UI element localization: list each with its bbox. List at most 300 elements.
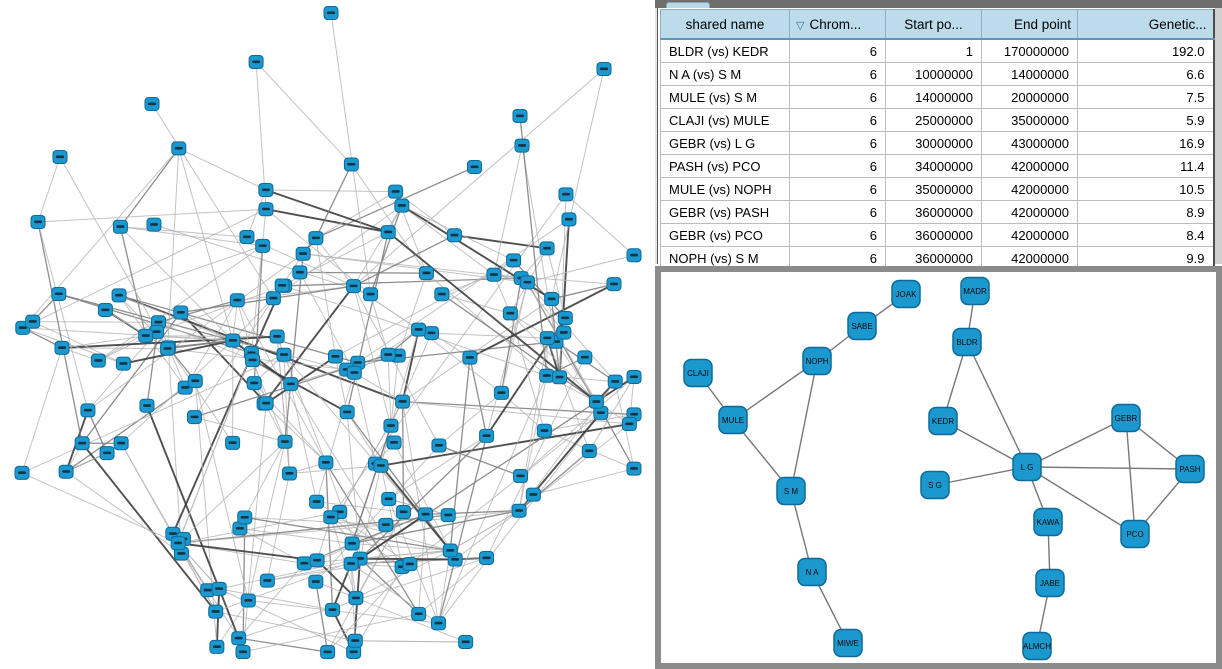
node-label: [610, 283, 618, 286]
node-label: [143, 404, 151, 407]
node-label: [367, 293, 375, 296]
table-row[interactable]: [661, 86, 1214, 109]
network-node[interactable]: [309, 232, 323, 245]
node-label: [390, 441, 398, 444]
table-row[interactable]: [661, 63, 1214, 86]
node-label: [592, 400, 600, 403]
network-node[interactable]: [463, 351, 477, 364]
node-label: N A: [805, 568, 819, 577]
network-node[interactable]: [139, 329, 153, 342]
node-label: PASH: [1179, 465, 1201, 474]
network-node[interactable]: [347, 280, 361, 293]
network-node[interactable]: [240, 231, 254, 244]
subnetwork-canvas[interactable]: [661, 272, 1216, 663]
table-row[interactable]: [661, 132, 1214, 155]
network-node[interactable]: [684, 360, 712, 387]
network-node[interactable]: [562, 213, 576, 226]
network-node[interactable]: [161, 342, 175, 355]
node-label: [190, 416, 198, 419]
network-node[interactable]: [116, 357, 130, 370]
network-node[interactable]: [834, 630, 862, 657]
node-label: MIWE: [837, 639, 859, 648]
network-node[interactable]: [325, 603, 339, 616]
network-node[interactable]: [232, 632, 246, 645]
network-node[interactable]: [803, 348, 831, 375]
node-label: [543, 374, 551, 377]
network-edge: [38, 222, 88, 410]
network-node[interactable]: [277, 348, 291, 361]
network-node[interactable]: [389, 185, 403, 198]
network-edge: [291, 384, 317, 502]
node-label: [350, 651, 358, 654]
node-label: [78, 442, 86, 445]
table-cell: 42000000: [982, 201, 1078, 224]
node-label: [273, 335, 281, 338]
node-label: [324, 651, 332, 654]
node-label: CLAJI: [687, 369, 709, 378]
network-node[interactable]: [1036, 570, 1064, 597]
network-node[interactable]: [381, 348, 395, 361]
network-node[interactable]: [459, 636, 473, 649]
network-node[interactable]: [545, 293, 559, 306]
network-node[interactable]: [112, 289, 126, 302]
network-node[interactable]: [241, 594, 255, 607]
network-node[interactable]: [100, 447, 114, 460]
network-node[interactable]: [559, 188, 573, 201]
network-node[interactable]: [396, 506, 410, 519]
node-label: [350, 371, 358, 374]
network-node[interactable]: [226, 436, 240, 449]
network-node[interactable]: [597, 63, 611, 76]
column-header-shared-name[interactable]: [661, 10, 790, 40]
node-label: [55, 292, 63, 295]
network-node[interactable]: [1176, 456, 1204, 483]
network-node[interactable]: [113, 220, 127, 233]
node-label: [117, 442, 125, 445]
network-node[interactable]: [403, 558, 417, 571]
node-label: [543, 247, 551, 250]
network-node[interactable]: [1112, 405, 1140, 432]
network-node[interactable]: [275, 279, 289, 292]
node-label: [153, 330, 161, 333]
network-node[interactable]: [31, 216, 45, 229]
network-node[interactable]: [892, 281, 920, 308]
table-cell: 36000000: [886, 224, 982, 247]
node-label: [229, 339, 237, 342]
network-edge: [121, 341, 233, 444]
network-edge: [352, 511, 519, 544]
node-label: [506, 312, 514, 315]
network-node[interactable]: [347, 366, 361, 379]
network-node[interactable]: [52, 287, 66, 300]
network-node[interactable]: [396, 395, 410, 408]
node-label: [392, 190, 400, 193]
node-label: [350, 285, 358, 288]
network-node[interactable]: [848, 313, 876, 340]
node-label: GEBR: [1114, 414, 1138, 423]
table-row[interactable]: [661, 178, 1214, 201]
network-node[interactable]: [622, 418, 636, 431]
node-label: [415, 612, 423, 615]
network-node[interactable]: [447, 229, 461, 242]
network-node[interactable]: [419, 267, 433, 280]
network-node[interactable]: [329, 350, 343, 363]
network-node[interactable]: [270, 330, 284, 343]
network-node[interactable]: [256, 239, 270, 252]
table-scrollbar-track[interactable]: [1215, 8, 1222, 264]
network-node[interactable]: [503, 307, 517, 320]
network-node[interactable]: [1023, 633, 1051, 660]
network-edge: [219, 589, 332, 610]
node-label: [343, 411, 351, 414]
column-header-chromosome[interactable]: [790, 10, 886, 40]
column-header-genetic[interactable]: [1078, 10, 1214, 40]
network-node[interactable]: [259, 203, 273, 216]
network-node[interactable]: [188, 374, 202, 387]
node-label: [62, 470, 70, 473]
network-node[interactable]: [921, 472, 949, 499]
network-node[interactable]: [494, 386, 508, 399]
network-node[interactable]: [364, 288, 378, 301]
table-cell: CLAJI (vs) MULE: [661, 109, 790, 132]
node-label: ALMCH: [1022, 642, 1052, 651]
network-node[interactable]: [236, 646, 250, 659]
network-node[interactable]: [348, 634, 362, 647]
node-label: [548, 298, 556, 301]
table-cell: 5.9: [1078, 109, 1214, 132]
node-label: [560, 331, 568, 334]
network-node[interactable]: [297, 557, 311, 570]
network-node[interactable]: [319, 456, 333, 469]
network-node[interactable]: [349, 592, 363, 605]
network-node[interactable]: [174, 306, 188, 319]
network-node[interactable]: [145, 98, 159, 111]
node-label: S G: [928, 481, 942, 490]
network-edge: [351, 164, 426, 273]
node-label: [29, 320, 37, 323]
column-label: shared name: [685, 16, 765, 32]
network-node[interactable]: [929, 408, 957, 435]
node-label: [119, 362, 127, 365]
table-cell: GEBR (vs) PCO: [661, 224, 790, 247]
network-node[interactable]: [209, 605, 223, 618]
network-edge[interactable]: [967, 342, 1027, 467]
network-node[interactable]: [212, 582, 226, 595]
filter-icon[interactable]: ▽: [796, 19, 805, 32]
network-node[interactable]: [512, 504, 526, 517]
network-node[interactable]: [340, 406, 354, 419]
network-node[interactable]: [284, 378, 298, 391]
node-label: [56, 156, 64, 159]
node-label: KEDR: [931, 417, 955, 426]
node-label: KAWA: [1036, 518, 1060, 527]
node-label: [177, 552, 185, 555]
node-label: [625, 423, 633, 426]
network-edge: [566, 194, 634, 255]
table-cell: 6: [790, 201, 886, 224]
table-cell: N A (vs) S M: [661, 63, 790, 86]
network-node[interactable]: [172, 142, 186, 155]
node-label: [510, 259, 518, 262]
table-cell: 25000000: [886, 109, 982, 132]
network-node[interactable]: [589, 395, 603, 408]
node-label: [322, 461, 330, 464]
table-row[interactable]: [661, 201, 1214, 224]
table-cell: 1: [886, 39, 982, 63]
network-node[interactable]: [321, 646, 335, 659]
network-edge: [120, 227, 232, 341]
table-cell: 30000000: [886, 132, 982, 155]
network-node[interactable]: [520, 276, 534, 289]
node-label: [18, 471, 26, 474]
right-panel-column: [655, 0, 1222, 669]
panel-divider: [655, 8, 658, 264]
table-row[interactable]: [661, 109, 1214, 132]
network-edge: [38, 222, 82, 443]
node-label: [244, 599, 252, 602]
network-node[interactable]: [424, 327, 438, 340]
node-label: [299, 252, 307, 255]
table-row[interactable]: [661, 224, 1214, 247]
network-edge: [470, 284, 614, 358]
network-node[interactable]: [468, 160, 482, 173]
network-node[interactable]: [260, 574, 274, 587]
network-edge: [245, 442, 285, 518]
network-edge[interactable]: [1027, 467, 1190, 469]
network-node[interactable]: [247, 377, 261, 390]
network-node[interactable]: [432, 617, 446, 630]
network-node[interactable]: [412, 607, 426, 620]
network-node[interactable]: [278, 435, 292, 448]
network-node[interactable]: [210, 640, 224, 653]
network-edge: [285, 278, 522, 286]
table-row[interactable]: [661, 39, 1214, 63]
network-node[interactable]: [259, 397, 273, 410]
network-edge[interactable]: [1027, 418, 1126, 467]
network-node[interactable]: [147, 218, 161, 231]
network-node[interactable]: [719, 407, 747, 434]
table-cell: 14000000: [886, 86, 982, 109]
node-label: [233, 299, 241, 302]
network-node[interactable]: [53, 151, 67, 164]
network-node[interactable]: [537, 424, 551, 437]
network-node[interactable]: [324, 511, 338, 524]
network-node[interactable]: [140, 399, 154, 412]
network-node[interactable]: [513, 110, 527, 123]
network-node[interactable]: [953, 329, 981, 356]
network-node[interactable]: [238, 511, 252, 524]
network-node[interactable]: [582, 445, 596, 458]
network-node[interactable]: [395, 199, 409, 212]
column-header-end-point[interactable]: [982, 10, 1078, 40]
network-node[interactable]: [387, 436, 401, 449]
network-node[interactable]: [293, 266, 307, 279]
node-label: [565, 218, 573, 221]
network-node[interactable]: [282, 467, 296, 480]
network-node[interactable]: [249, 56, 263, 69]
node-label: [312, 580, 320, 583]
network-node[interactable]: [98, 303, 112, 316]
network-edge: [66, 472, 181, 554]
network-node[interactable]: [382, 493, 396, 506]
table-cell: 10.5: [1078, 178, 1214, 201]
network-node[interactable]: [91, 354, 105, 367]
network-node[interactable]: [55, 341, 69, 354]
network-edge: [33, 322, 159, 323]
network-node[interactable]: [435, 288, 449, 301]
edge-attribute-table: [660, 9, 1215, 270]
network-node[interactable]: [310, 554, 324, 567]
network-node[interactable]: [578, 351, 592, 364]
network-edge: [178, 442, 285, 543]
network-node[interactable]: [419, 508, 433, 521]
network-node[interactable]: [627, 370, 641, 383]
node-label: [116, 225, 124, 228]
node-label: [327, 516, 335, 519]
network-node[interactable]: [379, 518, 393, 531]
network-node[interactable]: [187, 411, 201, 424]
network-node[interactable]: [226, 334, 240, 347]
node-label: [239, 651, 247, 654]
network-node[interactable]: [777, 478, 805, 505]
network-node[interactable]: [627, 249, 641, 262]
network-edge: [266, 190, 396, 192]
node-label: [630, 375, 638, 378]
network-edge[interactable]: [1126, 418, 1135, 534]
network-node[interactable]: [432, 439, 446, 452]
node-label: [263, 579, 271, 582]
table-cell: 34000000: [886, 155, 982, 178]
column-label: Chrom...: [809, 16, 862, 32]
node-label: [435, 444, 443, 447]
network-node[interactable]: [344, 557, 358, 570]
network-node[interactable]: [1013, 454, 1041, 481]
network-node[interactable]: [487, 268, 501, 281]
node-label: [406, 563, 414, 566]
network-node[interactable]: [526, 488, 540, 501]
network-node[interactable]: [59, 465, 73, 478]
network-node[interactable]: [515, 139, 529, 152]
network-edge: [267, 474, 289, 581]
node-label: [262, 189, 270, 192]
network-node[interactable]: [1034, 509, 1062, 536]
network-node[interactable]: [296, 247, 310, 260]
network-node[interactable]: [344, 158, 358, 171]
network-node[interactable]: [480, 429, 494, 442]
node-label: [384, 353, 392, 356]
node-label: [313, 559, 321, 562]
node-label: [347, 562, 355, 565]
edge-table-panel: [655, 8, 1222, 266]
network-node[interactable]: [627, 462, 641, 475]
network-node[interactable]: [259, 184, 273, 197]
table-row[interactable]: [661, 155, 1214, 178]
network-node[interactable]: [171, 537, 185, 550]
network-node[interactable]: [412, 323, 426, 336]
network-edge: [403, 299, 552, 402]
network-node[interactable]: [381, 226, 395, 239]
network-node[interactable]: [514, 470, 528, 483]
network-node[interactable]: [81, 404, 95, 417]
node-label: [312, 237, 320, 240]
network-node[interactable]: [608, 375, 622, 388]
network-node[interactable]: [607, 278, 621, 291]
network-edge: [552, 284, 614, 299]
table-cell: 35000000: [886, 178, 982, 201]
node-label: [438, 293, 446, 296]
node-label: [422, 272, 430, 275]
network-node[interactable]: [75, 437, 89, 450]
node-label: [354, 361, 362, 364]
column-header-start-point[interactable]: [886, 10, 982, 40]
node-label: [562, 193, 570, 196]
node-label: [517, 475, 525, 478]
network-node[interactable]: [374, 459, 388, 472]
network-node[interactable]: [309, 575, 323, 588]
network-node[interactable]: [114, 437, 128, 450]
network-node[interactable]: [553, 371, 567, 384]
table-cell: 8.4: [1078, 224, 1214, 247]
network-node[interactable]: [441, 509, 455, 522]
network-node[interactable]: [324, 7, 338, 20]
network-edge: [22, 473, 178, 543]
node-label: [490, 273, 498, 276]
network-node[interactable]: [443, 544, 457, 557]
network-edge: [33, 322, 124, 364]
node-label: [259, 244, 267, 247]
network-node[interactable]: [540, 332, 554, 345]
network-edge: [168, 347, 181, 553]
table-cell: 42000000: [982, 224, 1078, 247]
node-label: [382, 523, 390, 526]
table-cell: 36000000: [886, 201, 982, 224]
node-label: [483, 556, 491, 559]
node-label: [115, 294, 123, 297]
network-node[interactable]: [230, 294, 244, 307]
network-node[interactable]: [961, 278, 989, 305]
network-node[interactable]: [15, 466, 29, 479]
network-node[interactable]: [557, 326, 571, 339]
network-node[interactable]: [246, 354, 260, 367]
network-edge[interactable]: [791, 361, 817, 491]
column-label: Genetic...: [1148, 16, 1207, 32]
node-label: [212, 610, 220, 613]
network-node[interactable]: [310, 495, 324, 508]
network-edge: [439, 413, 601, 623]
network-node[interactable]: [26, 315, 40, 328]
subnetwork-panel: [655, 266, 1222, 669]
network-node[interactable]: [1121, 521, 1149, 548]
network-node[interactable]: [507, 254, 521, 267]
network-node[interactable]: [480, 551, 494, 564]
node-label: [235, 637, 243, 640]
network-edge: [22, 348, 62, 473]
node-label: [585, 450, 593, 453]
node-label: [142, 334, 150, 337]
table-cell: 170000000: [982, 39, 1078, 63]
network-node[interactable]: [558, 312, 572, 325]
network-edge: [266, 209, 388, 232]
node-label: [581, 356, 589, 359]
node-label: [327, 12, 335, 15]
network-node[interactable]: [798, 559, 826, 586]
network-node[interactable]: [266, 292, 280, 305]
network-node[interactable]: [345, 537, 359, 550]
network-node[interactable]: [384, 419, 398, 432]
network-node[interactable]: [540, 242, 554, 255]
network-node[interactable]: [540, 369, 554, 382]
node-label: [466, 356, 474, 359]
